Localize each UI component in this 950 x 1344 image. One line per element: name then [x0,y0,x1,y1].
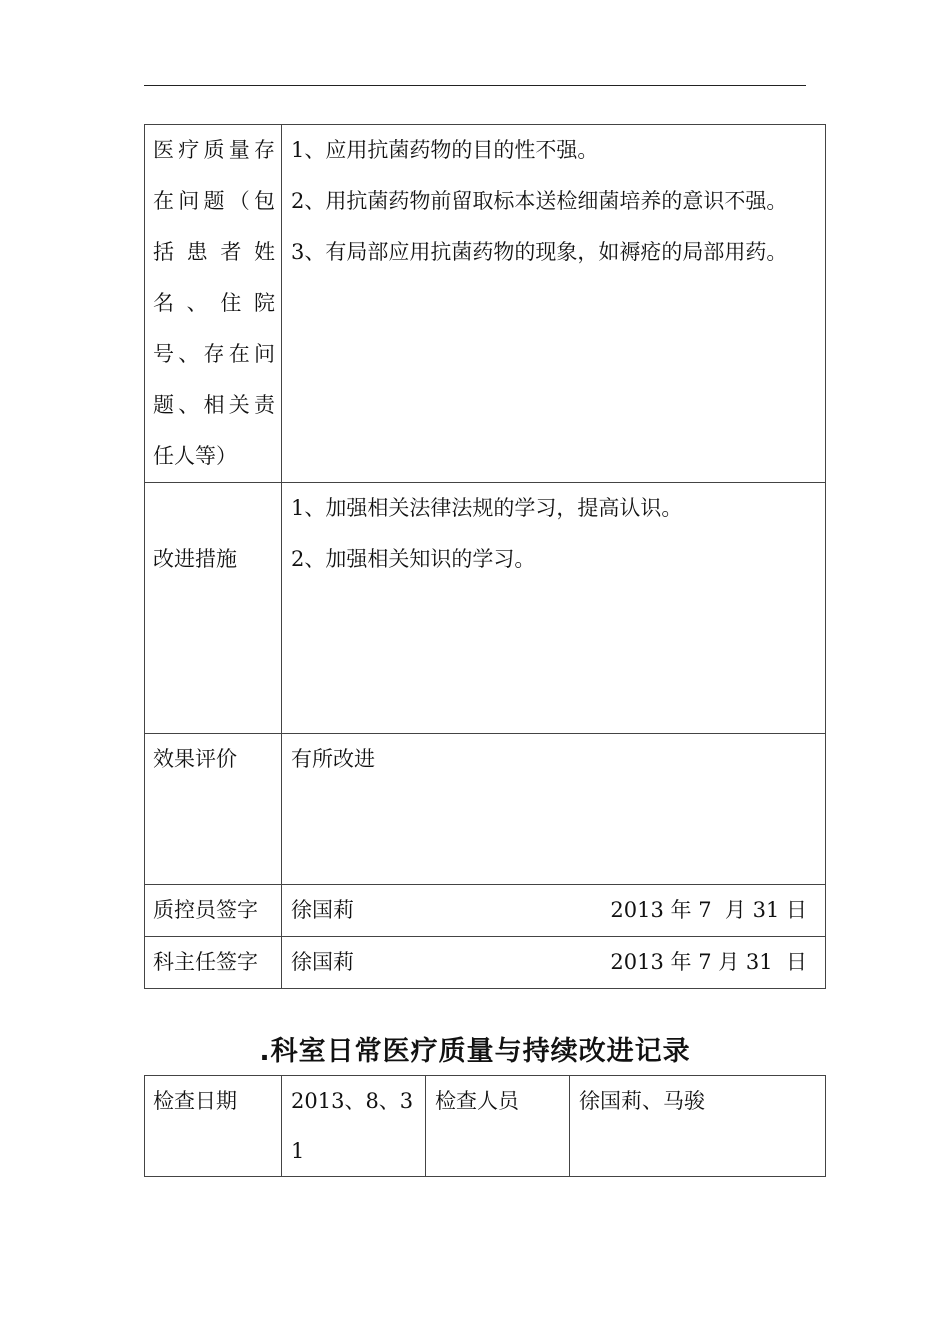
qc-label: 质控员签字 [145,885,282,937]
director-label: 科主任签字 [145,937,282,989]
list-item: 1、应用抗菌药物的目的性不强。 [291,138,599,162]
record-table [144,1075,826,1177]
problem-list [282,125,826,483]
table-row [145,734,826,885]
date-value: 2013、8、31 [282,1076,426,1177]
director-date: 2013 年 7 月 31 日 [610,950,807,974]
header-rule [144,85,806,86]
inspector-value: 徐国莉、马骏 [570,1076,826,1177]
qc-date: 2013 年 7 月 31 日 [610,898,807,922]
list-item: 2、用抗菌药物前留取标本送检细菌培养的意识不强。 [291,189,788,213]
table-row [145,885,826,937]
director-name: 徐国莉 [291,950,354,974]
quality-table [144,124,826,989]
problem-label: 医疗质量存在问题（包括患者姓名、住院号、存在问题、相关责任人等） [145,125,282,483]
effect-label: 效果评价 [145,734,282,885]
date-label: 检查日期 [145,1076,282,1177]
measures-list [282,483,826,734]
list-item: 1、加强相关法律法规的学习，提高认识。 [291,496,683,520]
inspector-label: 检查人员 [426,1076,570,1177]
table-row [145,1076,826,1177]
table-row [145,937,826,989]
table-row [145,125,826,483]
effect-value: 有所改进 [282,734,826,885]
table-row [145,483,826,734]
measures-label: 改进措施 [145,483,282,734]
record-title: .科室日常医疗质量与持续改进记录 [259,1036,691,1067]
qc-signature [282,885,826,937]
list-item: 3、有局部应用抗菌药物的现象，如褥疮的局部用药。 [291,240,788,264]
list-item: 2、加强相关知识的学习。 [291,547,536,571]
director-signature [282,937,826,989]
qc-name: 徐国莉 [291,898,354,922]
